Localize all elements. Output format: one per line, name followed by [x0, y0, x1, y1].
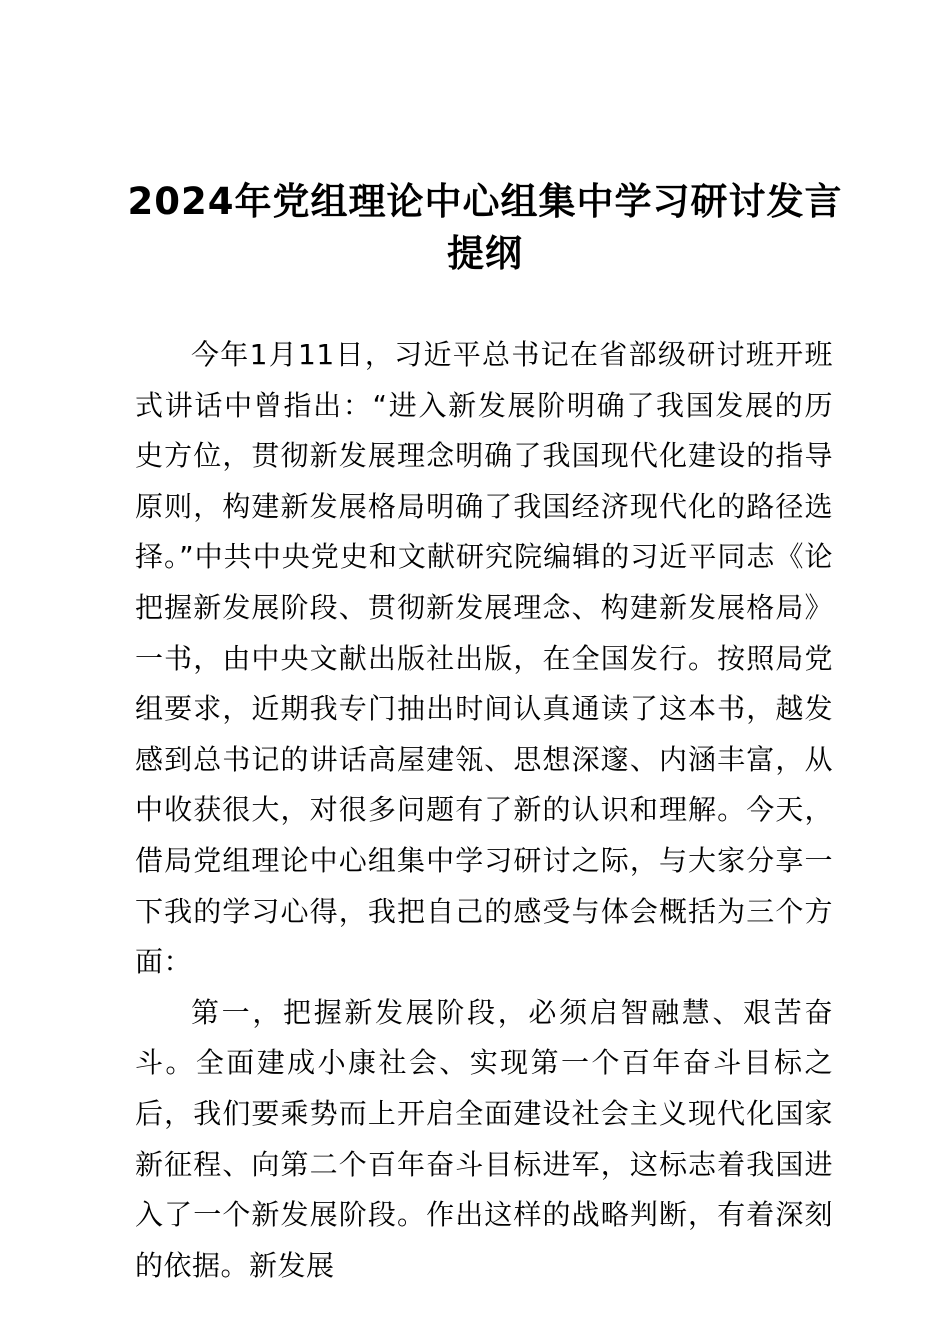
paragraph-first-point: 第一，把握新发展阶段，必须启智融慧、艰苦奋斗。全面建成小康社会、实现第一个百年奋斗目标之后，我们要乘势而上开启全面建设社会主义现代化国家新征程、向第二个百年奋斗目标进军，这标志着我国进入了一个新发展阶段。作出这样的战略判断，有着深刻的依据。新发展 [135, 995, 833, 1282]
paragraph-intro: 今年1月11日，习近平总书记在省部级研讨班开班式讲话中曾指出：“进入新发展阶明确了我国发展的历史方位，贯彻新发展理念明确了我国现代化建设的指导原则，构建新发展格局明确了我国经济现代化的路径选择。”中共中央党史和文献研究院编辑的习近平同志《论把握新发展阶段、贯彻新发展理念、构建新发展格局》一书，由中央文献出版社出版，在全国发行。按照局党组要求，近期我专门抽出时间认真通读了这本书，越发感到总书记的讲话高屋建瓴、思想深邃、内涵丰富，从中收获很大，对很多问题有了新的认识和理解。今天，借局党组理论中心组集中学习研讨之际，与大家分享一下我的学习心得，我把自己的感受与体会概括为三个方面： [135, 338, 833, 979]
document-title: 2024年党组理论中心组集中学习研讨发言提纲 [127, 180, 843, 275]
document-body [135, 330, 833, 1291]
